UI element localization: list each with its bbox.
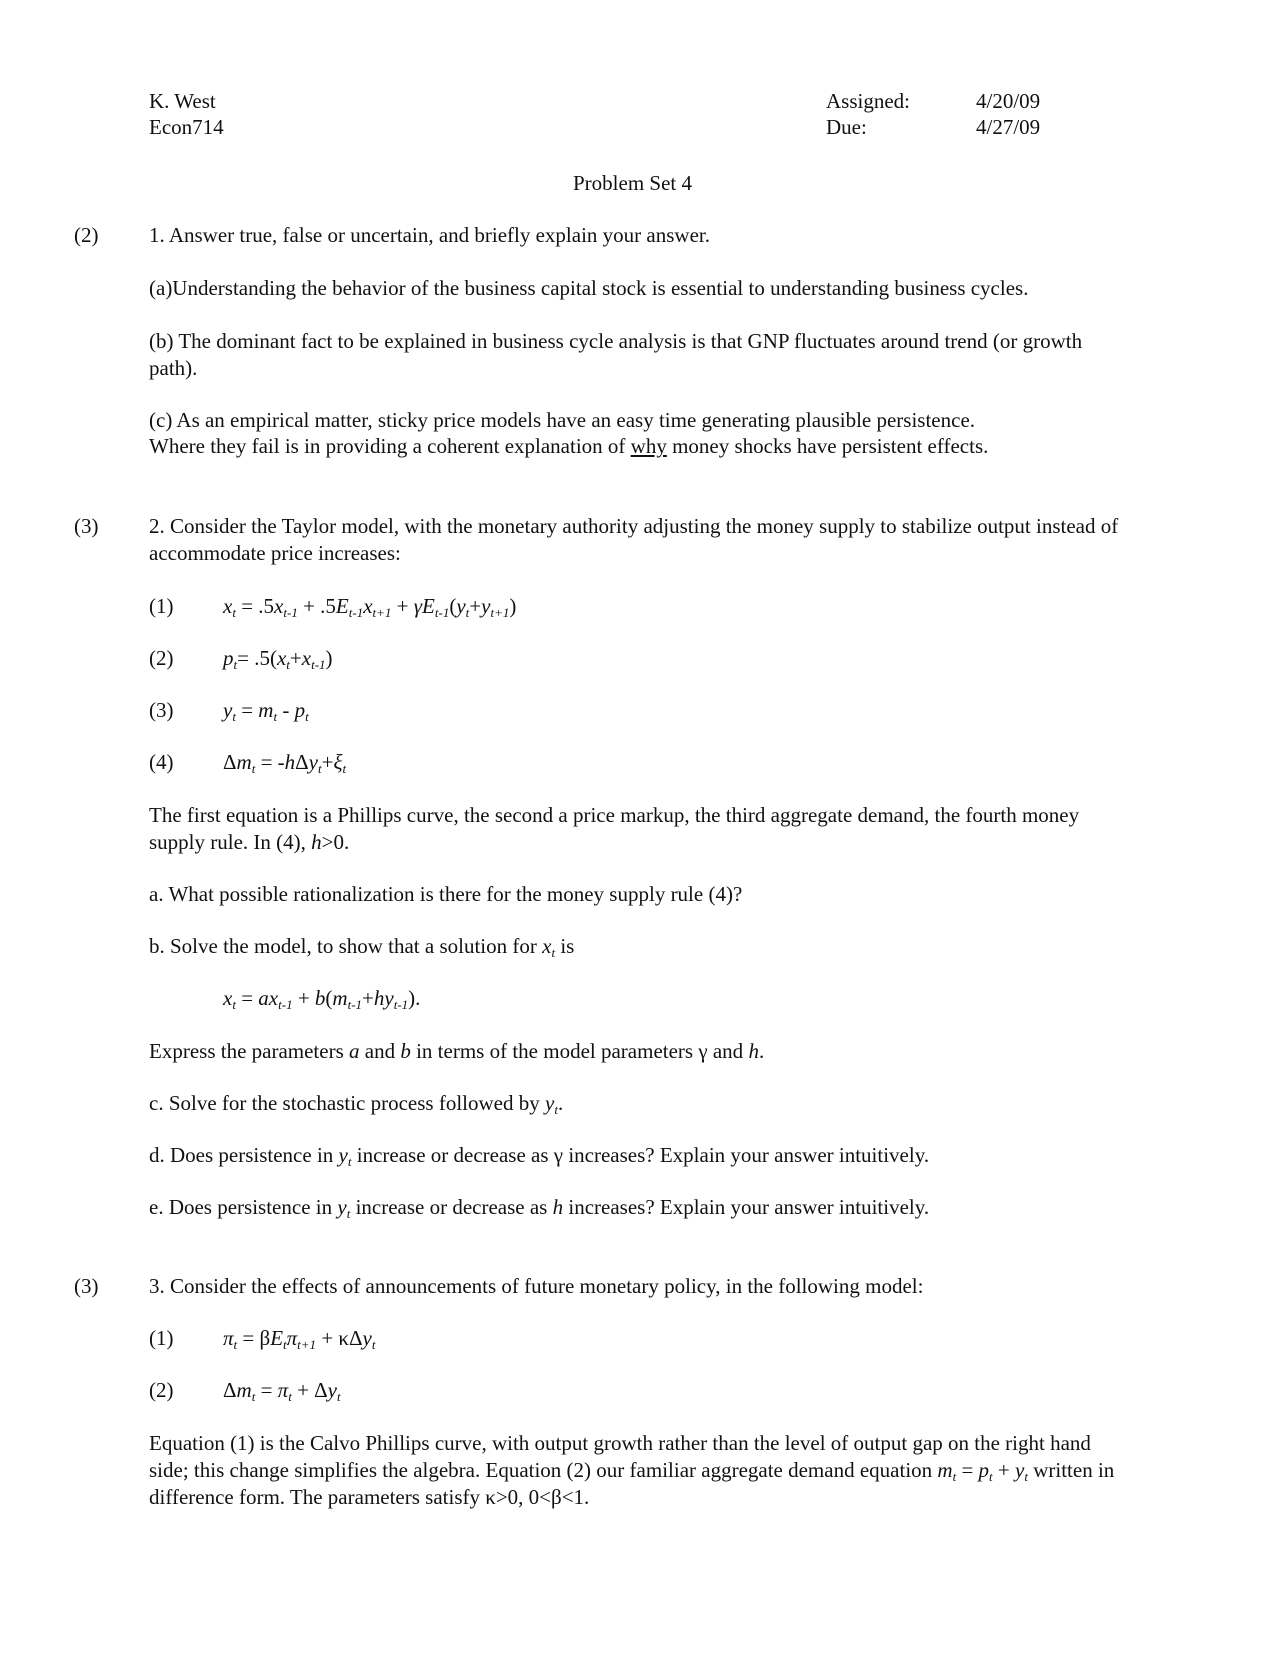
q1-part-b: (b) The dominant fact to be explained in business cycle analysis is that GNP fluctuates around trend (or growth path). xyxy=(149,329,1083,380)
q1-part-a: (a)Understanding the behavior of the business capital stock is essential to understanding business cycles. xyxy=(149,276,1029,300)
assigned-date: 4/20/09 xyxy=(976,89,1041,113)
q1-points: (2) xyxy=(74,223,99,247)
q2-equation-2: $p_t= .5(x_t+x_{t-1})$ xyxy=(223,646,333,672)
q3-eq1-label: (1) xyxy=(149,1326,174,1350)
q3-equation-1: $\pi_t = \beta E_t\pi_{t+1} + \kappa\Delta y_t$ xyxy=(223,1326,376,1352)
q1-prompt: 1. Answer true, false or uncertain, and briefly explain your answer. xyxy=(149,223,710,247)
q1-part-c-line2: Where they fail is in providing a coherent explanation of why money shocks have persistent effects. xyxy=(149,434,989,458)
q1-part-c-line1: (c) As an empirical matter, sticky price models have an easy time generating plausible persistence. xyxy=(149,408,976,432)
due-label: Due: xyxy=(826,115,867,139)
q2-part-d: d. Does persistence in $y_t$ increase or decrease as γ increases? Explain your answer intuitively. xyxy=(149,1143,930,1169)
q2-eq1-label: (1) xyxy=(149,594,174,618)
q2-prompt: 2. Consider the Taylor model, with the monetary authority adjusting the money supply to stabilize output instead of accommodate price increases: xyxy=(149,514,1119,565)
q2-solution-equation: $x_t = ax_{t-1} + b(m_{t-1}+hy_{t-1})$. xyxy=(223,986,421,1012)
underlined-why: why xyxy=(630,434,667,458)
q2-part-b: b. Solve the model, to show that a solution for $x_t$ is xyxy=(149,934,575,960)
q3-eq2-label: (2) xyxy=(149,1378,174,1402)
q3-points: (3) xyxy=(74,1274,99,1298)
q2-part-a: a. What possible rationalization is there for the money supply rule (4)? xyxy=(149,882,743,906)
q2-eq2-label: (2) xyxy=(149,646,174,670)
q2-eq4-label: (4) xyxy=(149,750,174,774)
q3-equation-2: $\Delta m_t = \pi_t + \Delta y_t$ xyxy=(223,1378,341,1404)
course-code: Econ714 xyxy=(149,115,224,139)
q2-equation-3: $y_t = m_t - p_t$ xyxy=(223,698,309,724)
assigned-label: Assigned: xyxy=(826,89,910,113)
q2-points: (3) xyxy=(74,514,99,538)
page-title: Problem Set 4 xyxy=(573,171,692,195)
due-date: 4/27/09 xyxy=(976,115,1041,139)
q2-explanation: The first equation is a Phillips curve, the second a price markup, the third aggregate demand, the fourth money supply rule. In (4), h>0. xyxy=(149,803,1080,854)
q2-eq3-label: (3) xyxy=(149,698,174,722)
q2-equation-1: $x_t = .5x_{t-1} + .5E_{t-1}x_{t+1} + \gamma E_{t-1}(y_t+y_{t+1})$ xyxy=(223,594,517,620)
q2-part-e: e. Does persistence in $y_t$ increase or decrease as h increases? Explain your answer intuitively. xyxy=(149,1195,930,1221)
q2-express-params: Express the parameters a and b in terms of the model parameters γ and h. xyxy=(149,1039,765,1063)
q2-equation-4: $\Delta m_t = -h\Delta y_t+\xi_t$ xyxy=(223,750,347,776)
q3-explanation: Equation (1) is the Calvo Phillips curve, with output growth rather than the level of output gap on the right hand side; this change simplifies the algebra. Equation (2) our familiar aggregate demand equation $m_t = p_t + y_t$ written in difference form. The parameters satisfy κ>0, 0<β<1. xyxy=(149,1431,1115,1509)
q3-prompt: 3. Consider the effects of announcements of future monetary policy, in the following model: xyxy=(149,1274,924,1298)
author-name: K. West xyxy=(149,89,216,113)
q2-part-c: c. Solve for the stochastic process followed by $y_t$. xyxy=(149,1091,564,1117)
